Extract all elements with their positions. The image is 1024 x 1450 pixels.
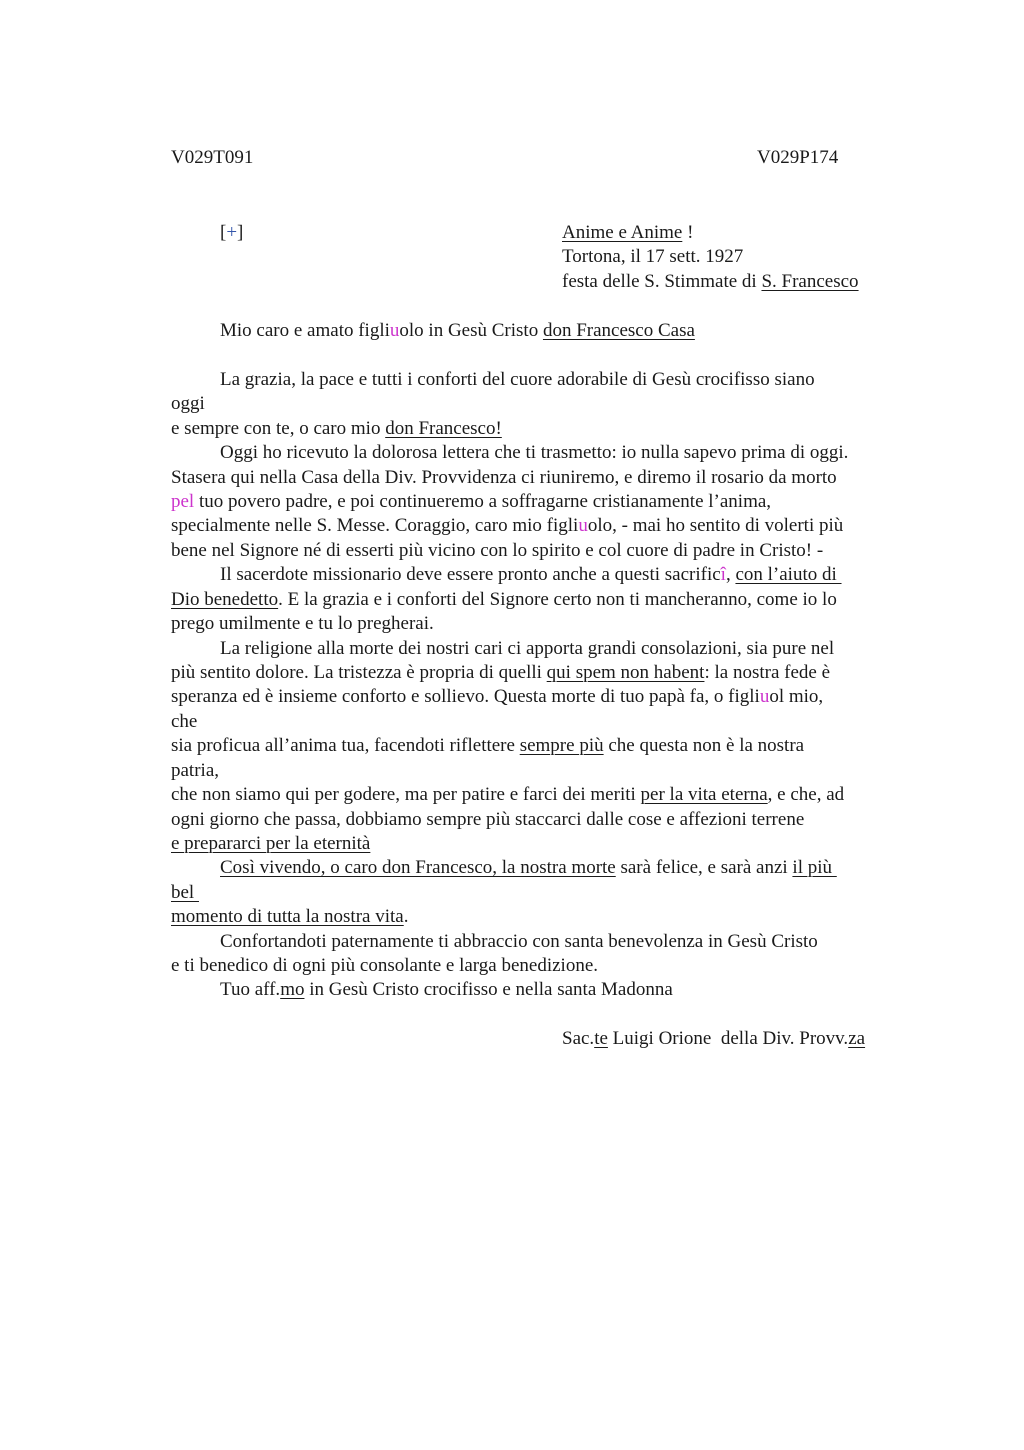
body-line: pel tuo povero padre, e poi continueremo a soffragarne cristianamente l’anima, — [171, 491, 772, 512]
body-line: e prepararci per la eternità — [171, 833, 371, 854]
document-code-left: V029T091 — [171, 147, 254, 168]
body-line: La religione alla morte dei nostri cari ci apporta grandi consolazioni, sia pure nel — [220, 638, 835, 659]
salutation: Mio caro e amato figliuolo in Gesù Cristo don Francesco Casa — [220, 320, 695, 341]
body-line: Tuo aff.mo in Gesù Cristo crocifisso e nella santa Madonna — [220, 979, 673, 1000]
cross-mark: [+] — [220, 222, 244, 243]
signature: Sac.te Luigi Orione della Div. Provv.za — [562, 1028, 866, 1049]
body-line: specialmente nelle S. Messe. Coraggio, caro mio figliuolo, - mai ho sentito di volerti più — [171, 515, 844, 536]
document-code-right: V029P174 — [757, 147, 839, 168]
body-line: oggi — [171, 393, 205, 414]
place-date: Tortona, il 17 sett. 1927 — [562, 246, 744, 267]
body-line: Confortandoti paternamente ti abbraccio con santa benevolenza in Gesù Cristo — [220, 931, 818, 952]
body-line: che — [171, 711, 198, 732]
body-line: momento di tutta la nostra vita. — [171, 906, 409, 927]
body-line: più sentito dolore. La tristezza è propria di quelli qui spem non habent: la nostra fede è — [171, 662, 831, 683]
body-line: e sempre con te, o caro mio don Francesco! — [171, 418, 502, 439]
cross-icon: + — [226, 222, 238, 243]
body-line: speranza ed è insieme conforto e sollievo. Questa morte di tuo papà fa, o figliuol mio, — [171, 686, 824, 707]
body-line: ogni giorno che passa, dobbiamo sempre più staccarci dalle cose e affezioni terrene — [171, 809, 805, 830]
body-line: Il sacerdote missionario deve essere pronto anche a questi sacrificî, con l’aiuto di — [220, 564, 842, 585]
body-line: e ti benedico di ogni più consolante e larga benedizione. — [171, 955, 599, 976]
body-line: che non siamo qui per godere, ma per patire e farci dei meriti per la vita eterna, e che, ad — [171, 784, 845, 805]
body-line: La grazia, la pace e tutti i conforti del cuore adorabile di Gesù crocifisso siano — [220, 369, 815, 390]
motto: Anime e Anime ! — [562, 222, 694, 243]
body-line: sia proficua all’anima tua, facendoti riflettere sempre più che questa non è la nostra — [171, 735, 805, 756]
body-line: patria, — [171, 760, 220, 781]
body-line: Oggi ho ricevuto la dolorosa lettera che ti trasmetto: io nulla sapevo prima di oggi. — [220, 442, 849, 463]
body-line: bene nel Signore né di esserti più vicino con lo spirito e col cuore di padre in Cristo! - — [171, 540, 824, 561]
body-line: Dio benedetto. E la grazia e i conforti del Signore certo non ti mancheranno, come io lo — [171, 589, 837, 610]
body-line: Così vivendo, o caro don Francesco, la nostra morte sarà felice, e sarà anzi il più — [220, 857, 837, 878]
body-line: bel — [171, 882, 199, 903]
feast-line: festa delle S. Stimmate di S. Francesco — [562, 271, 859, 292]
body-line: Stasera qui nella Casa della Div. Provvidenza ci riuniremo, e diremo il rosario da morto — [171, 467, 837, 488]
body-line: prego umilmente e tu lo pregherai. — [171, 613, 434, 634]
